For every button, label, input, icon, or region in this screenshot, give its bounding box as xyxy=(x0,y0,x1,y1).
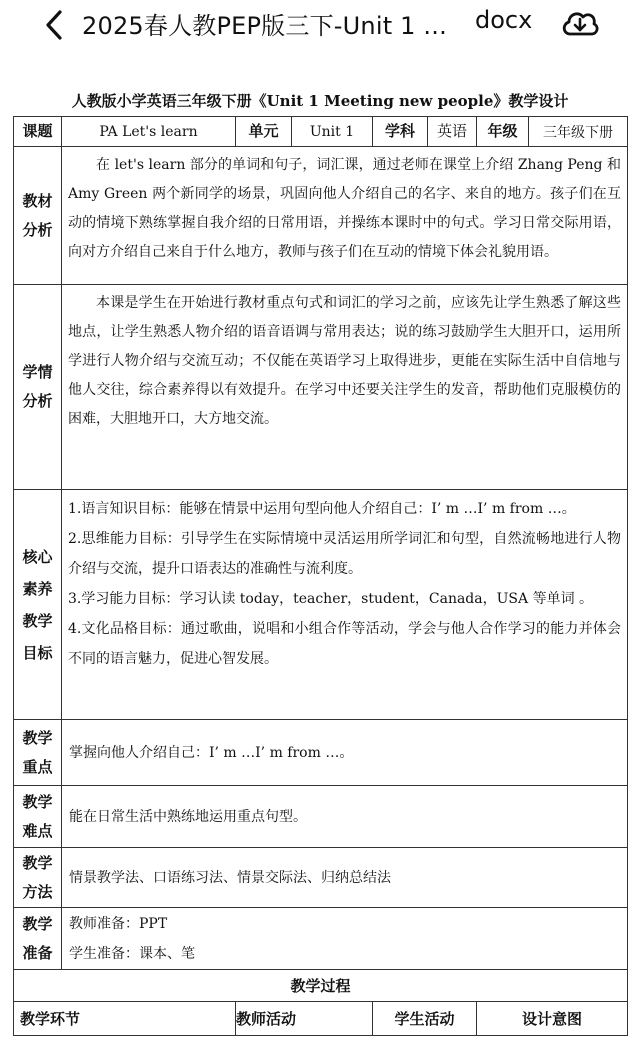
topic-value: PA Let's learn xyxy=(62,117,236,147)
key-point-text: 掌握向他人介绍自己：I’ m …I’ m from …。 xyxy=(62,720,628,786)
back-arrow-icon[interactable] xyxy=(38,8,72,42)
header-teacher-activity: 教师活动 xyxy=(236,1002,373,1036)
table-row xyxy=(14,490,628,720)
method-text: 情景教学法、口语练习法、情景交际法、归纳总结法 xyxy=(62,848,628,908)
table-row xyxy=(14,117,628,147)
subject-label: 学科 xyxy=(373,117,428,147)
header-stage: 教学环节 xyxy=(14,1002,236,1036)
cloud-download-icon[interactable] xyxy=(560,6,600,40)
unit-label: 单元 xyxy=(236,117,292,147)
core-goals xyxy=(62,490,628,720)
unit-value: Unit 1 xyxy=(292,117,373,147)
material-label: 教材 分析 xyxy=(14,147,62,285)
goal-item: 3.学习能力目标：学习认读 today，teacher，student，Canada，USA 等单词 。 xyxy=(68,591,594,607)
lesson-plan-table xyxy=(13,116,628,1036)
grade-label: 年级 xyxy=(477,117,529,147)
table-row xyxy=(14,285,628,490)
document-title: 人教版小学英语三年级下册《Unit 1 Meeting new people》教学设计 xyxy=(71,92,569,110)
header-design-intent: 设计意图 xyxy=(477,1002,628,1036)
file-extension: docx xyxy=(475,6,533,34)
table-row xyxy=(14,720,628,786)
learner-label: 学情 分析 xyxy=(14,285,62,490)
material-analysis: 在 let's learn 部分的单词和句子，词汇课，通过老师在课堂上介绍 Zhang Peng 和 Amy Green 两个新同学的场景，巩固向他人介绍自己的名字、来自的地方。孩子们在互动的情境下熟练掌握自我介绍的日常用语，并操练本课时中的句式。学习日常交际用语，向对方介绍自己来自于什么地方，教师与孩子们在互动的情境下体会礼貌用语。 xyxy=(62,147,628,285)
table-row xyxy=(14,908,628,970)
file-title: 2025春人教PEP版三下-Unit 1 ... xyxy=(82,12,447,40)
table-row xyxy=(14,1002,628,1036)
learner-analysis: 本课是学生在开始进行教材重点句式和词汇的学习之前，应该先让学生熟悉了解这些地点，让学生熟悉人物介绍的语音语调与常用表达；说的练习鼓励学生大胆开口，运用所学进行人物介绍与交流互动；不仅能在英语学习上取得进步，更能在实际生活中自信地与他人交往，综合素养得以有效提升。在学习中还要关注学生的发音，帮助他们克服模仿的困难，大胆地开口，大方地交流。 xyxy=(62,285,628,490)
method-label: 教学 方法 xyxy=(14,848,62,908)
table-row xyxy=(14,147,628,285)
table-row xyxy=(14,970,628,1002)
difficulty-text: 能在日常生活中熟练地运用重点句型。 xyxy=(62,786,628,848)
prep-text: 教师准备：PPT 学生准备：课本、笔 xyxy=(62,908,628,970)
top-bar xyxy=(0,0,640,50)
subject-value: 英语 xyxy=(428,117,477,147)
header-student-activity: 学生活动 xyxy=(373,1002,477,1036)
difficulty-label: 教学 难点 xyxy=(14,786,62,848)
goals-label: 核心 素养 教学 目标 xyxy=(14,490,62,720)
goal-item: 2.思维能力目标：引导学生在实际情境中灵活运用所学词汇和句型，自然流畅地进行人物介绍与交流，提升口语表达的准确性与流利度。 xyxy=(68,531,621,577)
prep-label: 教学 准备 xyxy=(14,908,62,970)
grade-value: 三年级下册 xyxy=(529,117,628,147)
table-row xyxy=(14,848,628,908)
topic-label: 课题 xyxy=(14,117,62,147)
goal-item: 1.语言知识目标：能够在情景中运用句型向他人介绍自己：I’ m …I’ m from …。 xyxy=(68,501,576,517)
process-title: 教学过程 xyxy=(14,970,628,1002)
key-point-label: 教学 重点 xyxy=(14,720,62,786)
table-row xyxy=(14,786,628,848)
goal-item: 4.文化品格目标：通过歌曲，说唱和小组合作等活动，学会与他人合作学习的能力并体会不同的语言魅力，促进心智发展。 xyxy=(68,621,621,667)
